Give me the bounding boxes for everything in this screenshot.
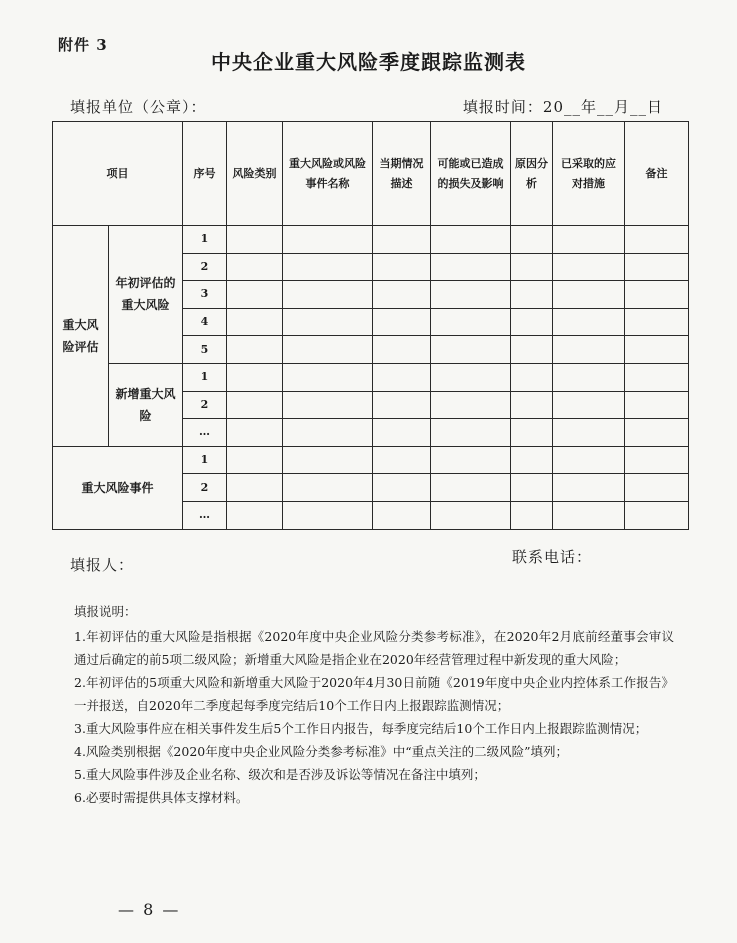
input-cell[interactable] [511,391,553,419]
input-cell[interactable] [373,474,431,502]
input-cell[interactable] [227,308,283,336]
input-cell[interactable] [625,501,689,529]
seq-cell: 1 [183,363,227,391]
input-cell[interactable] [625,253,689,281]
table-row [53,363,689,391]
input-cell[interactable] [511,226,553,254]
input-cell[interactable] [227,391,283,419]
input-cell[interactable] [431,336,511,364]
col-header-risk-category: 风险类别 [227,122,283,226]
input-cell[interactable] [227,281,283,309]
input-cell[interactable] [431,501,511,529]
col-header-item: 项目 [53,122,183,226]
input-cell[interactable] [283,501,373,529]
input-cell[interactable] [283,226,373,254]
risk-tracking-table [52,121,689,530]
input-cell[interactable] [283,391,373,419]
input-cell[interactable] [625,226,689,254]
input-cell[interactable] [227,419,283,447]
instruction-item: 2.年初评估的5项重大风险和新增重大风险于2020年4月30日前随《2019年度中央企业内控体系工作报告》一并报送，自2020年二季度起每季度完结后10个工作日内上报跟踪监测情况； [74,675,674,713]
seq-cell: 1 [183,226,227,254]
table-row [53,226,689,254]
input-cell[interactable] [553,446,625,474]
group-major-risk-events: 重大风险事件 [53,446,183,529]
input-cell[interactable] [625,336,689,364]
input-cell[interactable] [553,501,625,529]
instruction-item: 3.重大风险事件应在相关事件发生后5个工作日内报告，每季度完结后10个工作日内上报跟踪监测情况； [74,721,648,736]
input-cell[interactable] [625,391,689,419]
input-cell[interactable] [227,363,283,391]
input-cell[interactable] [553,226,625,254]
input-cell[interactable] [511,336,553,364]
seq-cell: 2 [183,253,227,281]
input-cell[interactable] [373,446,431,474]
input-cell[interactable] [373,308,431,336]
input-cell[interactable] [431,226,511,254]
input-cell[interactable] [553,474,625,502]
input-cell[interactable] [373,253,431,281]
input-cell[interactable] [373,226,431,254]
input-cell[interactable] [283,446,373,474]
input-cell[interactable] [511,253,553,281]
instruction-item: 6.必要时需提供具体支撑材料。 [74,790,249,805]
input-cell[interactable] [431,391,511,419]
subgroup-initial-risks: 年初评估的重大风险 [109,226,183,364]
input-cell[interactable] [283,474,373,502]
input-cell[interactable] [553,419,625,447]
input-cell[interactable] [431,363,511,391]
input-cell[interactable] [283,281,373,309]
instructions-heading: 填报说明： [74,604,137,619]
instruction-item: 1.年初评估的重大风险是指根据《2020年度中央企业风险分类参考标准》，在2020年2月底前经董事会审议通过后确定的前5项二级风险；新增重大风险是指企业在2020年经营管理过程中新发现的重大风险； [74,629,674,667]
input-cell[interactable] [511,308,553,336]
input-cell[interactable] [625,419,689,447]
input-cell[interactable] [227,446,283,474]
input-cell[interactable] [283,253,373,281]
input-cell[interactable] [227,226,283,254]
input-cell[interactable] [511,501,553,529]
input-cell[interactable] [553,336,625,364]
input-cell[interactable] [553,281,625,309]
seq-cell: 2 [183,391,227,419]
input-cell[interactable] [431,281,511,309]
input-cell[interactable] [373,363,431,391]
input-cell[interactable] [511,363,553,391]
input-cell[interactable] [373,336,431,364]
input-cell[interactable] [625,281,689,309]
table-row [53,446,689,474]
seq-cell: … [183,419,227,447]
input-cell[interactable] [373,281,431,309]
document-title: 中央企业重大风险季度跟踪监测表 [211,50,526,74]
input-cell[interactable] [227,336,283,364]
subgroup-new-risks: 新增重大风险 [109,363,183,446]
col-header-cause-analysis: 原因分析 [511,122,553,226]
input-cell[interactable] [431,419,511,447]
input-cell[interactable] [431,253,511,281]
input-cell[interactable] [373,501,431,529]
input-cell[interactable] [511,281,553,309]
col-header-current-status: 当期情况描述 [373,122,431,226]
seq-cell: 1 [183,446,227,474]
instruction-item: 4.风险类别根据《2020年度中央企业风险分类参考标准》中“重点关注的二级风险”填列； [74,744,569,759]
col-header-measures: 已采取的应对措施 [553,122,625,226]
input-cell[interactable] [625,446,689,474]
input-cell[interactable] [511,474,553,502]
seq-cell: 3 [183,281,227,309]
input-cell[interactable] [625,308,689,336]
input-cell[interactable] [553,363,625,391]
input-cell[interactable] [625,474,689,502]
col-header-seq: 序号 [183,122,227,226]
input-cell[interactable] [283,336,373,364]
input-cell[interactable] [227,253,283,281]
col-header-loss-impact: 可能或已造成的损失及影响 [431,122,511,226]
input-cell[interactable] [431,308,511,336]
group-major-risk-assessment: 重大风险评估 [53,226,109,447]
col-header-remarks: 备注 [625,122,689,226]
seq-cell: 4 [183,308,227,336]
seq-cell: 5 [183,336,227,364]
input-cell[interactable] [431,446,511,474]
phone-label: 联系电话： [512,548,593,566]
input-cell[interactable] [511,446,553,474]
fill-unit-label: 填报单位（公章）： [70,98,207,116]
input-cell[interactable] [283,419,373,447]
seq-cell: … [183,501,227,529]
page-number: — 8 — [118,900,181,919]
attachment-label: 附件 3 [58,36,108,54]
instruction-item: 5.重大风险事件涉及企业名称、级次和是否涉及诉讼等情况在备注中填列； [74,767,486,782]
input-cell[interactable] [511,419,553,447]
instructions-section [74,600,674,809]
filler-label: 填报人： [70,556,135,574]
input-cell[interactable] [227,474,283,502]
input-cell[interactable] [373,419,431,447]
seq-cell: 2 [183,474,227,502]
input-cell[interactable] [283,308,373,336]
input-cell[interactable] [553,308,625,336]
input-cell[interactable] [283,363,373,391]
input-cell[interactable] [227,501,283,529]
col-header-risk-name: 重大风险或风险事件名称 [283,122,373,226]
input-cell[interactable] [431,474,511,502]
table-header-row [53,122,689,226]
input-cell[interactable] [625,363,689,391]
input-cell[interactable] [553,253,625,281]
fill-time-label: 填报时间：20__年__月__日 [462,98,663,116]
input-cell[interactable] [553,391,625,419]
input-cell[interactable] [373,391,431,419]
